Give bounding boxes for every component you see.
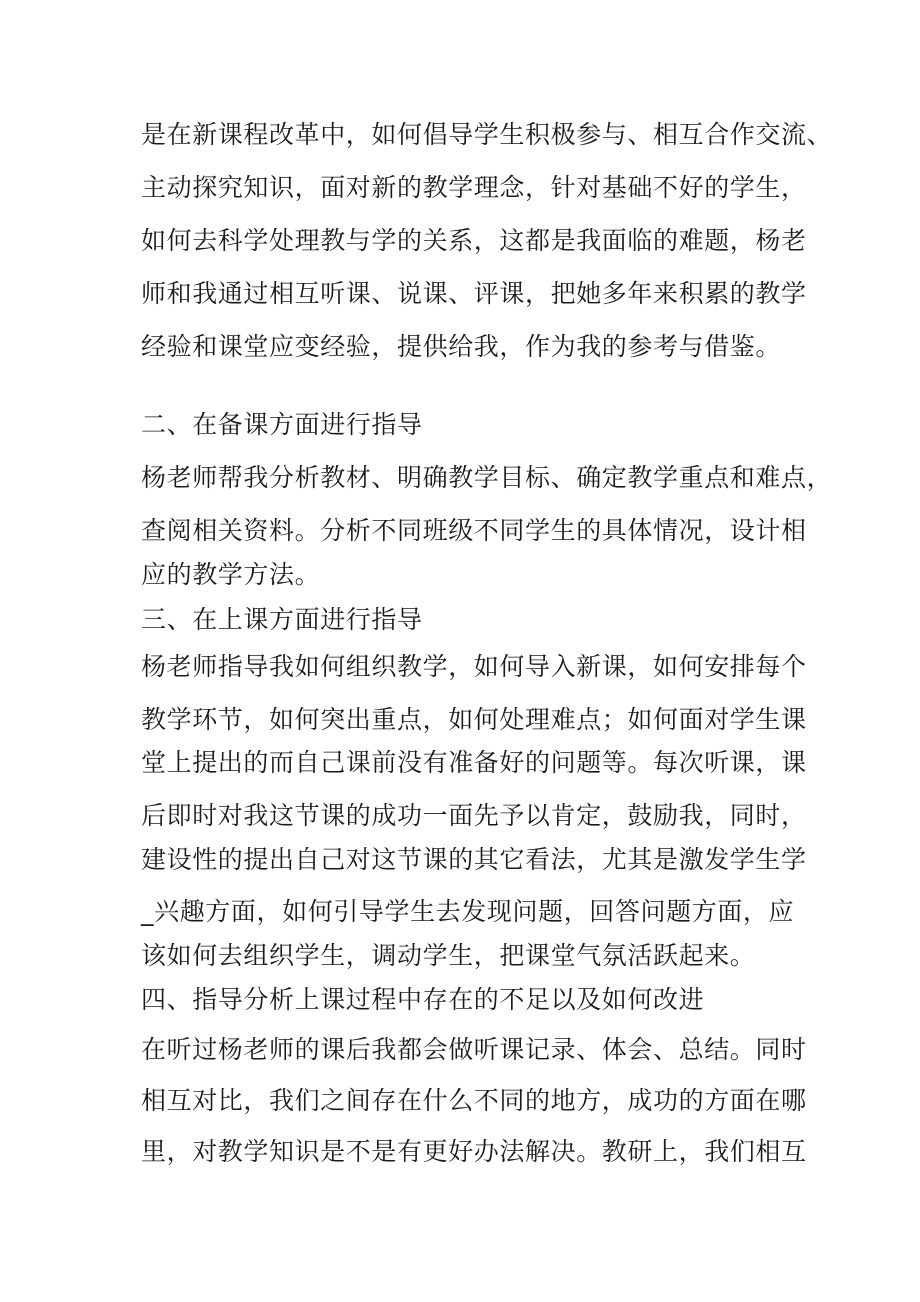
section-heading: 二、在备课方面进行指导 [141, 410, 423, 439]
text-line: 教学环节，如何突出重点，如何处理难点；如何面对学生课 [141, 705, 807, 734]
text-line: 如何去科学处理教与学的关系，这都是我面临的难题，杨老 [141, 226, 807, 255]
text-line: 查阅相关资料。分析不同班级不同学生的具体情况，设计相 [141, 516, 807, 545]
text-line: 杨老师指导我如何组织教学，如何导入新课，如何安排每个 [141, 652, 807, 681]
section-heading: 四、指导分析上课过程中存在的不足以及如何改进 [141, 985, 705, 1014]
text-line: _兴趣方面，如何引导学生去发现问题，回答问题方面，应 [141, 897, 795, 926]
text-line: 主动探究知识，面对新的教学理念，针对基础不好的学生， [141, 173, 807, 202]
text-line: 里，对教学知识是不是有更好办法解决。教研上，我们相互 [141, 1137, 807, 1166]
text-line: 堂上提出的而自己课前没有准备好的问题等。每次听课，课 [141, 748, 807, 777]
section-heading: 三、在上课方面进行指导 [141, 605, 423, 634]
text-line: 经验和课堂应变经验，提供给我，作为我的参考与借鉴。 [141, 332, 782, 361]
text-line: 该如何去组织学生，调动学生，把课堂气氛活跃起来。 [141, 941, 756, 970]
text-line: 杨老师帮我分析教材、明确教学目标、确定教学重点和难点， [141, 463, 833, 492]
text-line: 是在新课程改革中，如何倡导学生积极参与、相互合作交流、 [141, 120, 833, 149]
text-line: 相互对比，我们之间存在什么不同的地方，成功的方面在哪 [141, 1086, 807, 1115]
text-line: 师和我通过相互听课、说课、评课，把她多年来积累的教学 [141, 279, 807, 308]
text-line: 后即时对我这节课的成功一面先予以肯定，鼓励我，同时， [141, 801, 807, 830]
text-line: 建设性的提出自己对这节课的其它看法，尤其是激发学生学 [141, 845, 807, 874]
text-line: 在听过杨老师的课后我都会做听课记录、体会、总结。同时 [141, 1035, 807, 1064]
text-line: 应的教学方法。 [141, 560, 321, 589]
